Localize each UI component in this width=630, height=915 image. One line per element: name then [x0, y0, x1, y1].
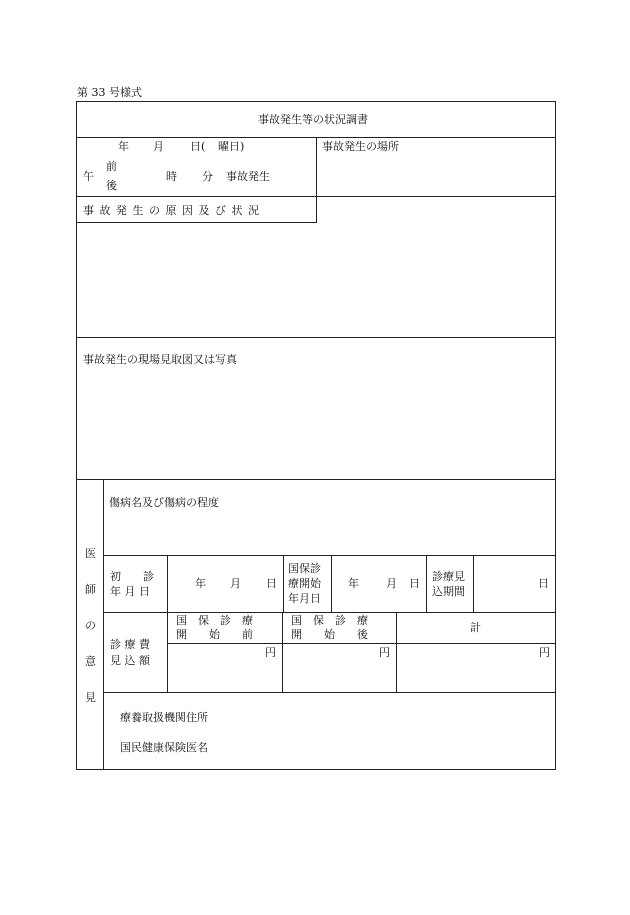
cost-label-1: 診 療 費: [110, 638, 150, 651]
nh-start-year: 年: [348, 577, 359, 590]
after-label-2: 開 始 後: [291, 628, 368, 641]
institution-address-label: 療養取扱機関住所: [120, 711, 208, 724]
nh-start-label-2: 療開始: [288, 577, 321, 590]
first-visit-label-1: 初 診: [110, 570, 154, 583]
divider: [331, 555, 332, 612]
form-number: 第 33 号様式: [77, 86, 142, 99]
divider: [76, 222, 317, 223]
date-weekday: 曜日): [218, 140, 245, 153]
yen-before: 円: [265, 646, 276, 659]
doctor-char-5: 見: [85, 691, 96, 704]
divider: [103, 555, 556, 556]
divider: [283, 555, 284, 612]
time-hour: 時: [166, 170, 177, 183]
cause-label: 事 故 発 生 の 原 因 及 び 状 況: [83, 204, 260, 217]
time-minute: 分: [202, 170, 213, 183]
divider: [103, 612, 556, 613]
divider: [76, 479, 556, 480]
form-title: 事故発生等の状況調書: [258, 113, 368, 126]
doctor-char-1: 医: [85, 547, 96, 560]
yen-after: 円: [379, 646, 390, 659]
doctor-char-3: の: [85, 619, 96, 632]
date-year: 年: [118, 140, 129, 153]
total-label: 計: [470, 621, 481, 634]
date-month: 月: [153, 140, 164, 153]
first-visit-day: 日: [266, 577, 277, 590]
yen-total: 円: [539, 646, 550, 659]
doctor-char-2: 師: [85, 583, 96, 596]
before-label-2: 開 始 前: [176, 628, 253, 641]
nh-start-day: 日: [409, 577, 420, 590]
after-label-1: 国 保 診 療: [291, 614, 368, 627]
nh-start-label-3: 年月日: [288, 592, 321, 605]
doctor-char-4: 意: [85, 655, 96, 668]
ampm-go: 後: [106, 179, 117, 192]
divider: [103, 692, 556, 693]
period-label-1: 診療見: [432, 570, 465, 583]
divider: [167, 555, 168, 692]
nh-start-label-1: 国保診: [288, 562, 321, 575]
divider: [396, 612, 397, 692]
doctor-name-label: 国民健康保険医名: [120, 741, 208, 754]
occurrence-label: 事故発生: [226, 170, 270, 183]
divider: [316, 137, 317, 196]
nh-start-month: 月: [386, 577, 397, 590]
injury-label: 傷病名及び傷病の程度: [109, 496, 219, 509]
first-visit-month: 月: [230, 577, 241, 590]
first-visit-year: 年: [195, 577, 206, 590]
divider: [282, 612, 283, 692]
divider: [103, 479, 104, 770]
before-label-1: 国 保 診 療: [176, 614, 253, 627]
divider: [167, 643, 556, 644]
date-day: 日(: [190, 140, 206, 153]
cost-label-2: 見 込 額: [110, 654, 150, 667]
sketch-label: 事故発生の現場見取図又は写真: [83, 353, 237, 366]
period-day: 日: [538, 577, 549, 590]
divider: [473, 555, 474, 612]
ampm-mae: 前: [106, 160, 117, 173]
ampm-gozen: 午: [83, 170, 94, 183]
first-visit-label-2: 年 月 日: [110, 585, 150, 598]
divider: [426, 555, 427, 612]
period-label-2: 込期間: [432, 585, 465, 598]
place-label: 事故発生の場所: [322, 140, 399, 153]
divider: [76, 337, 556, 338]
divider: [316, 196, 317, 223]
